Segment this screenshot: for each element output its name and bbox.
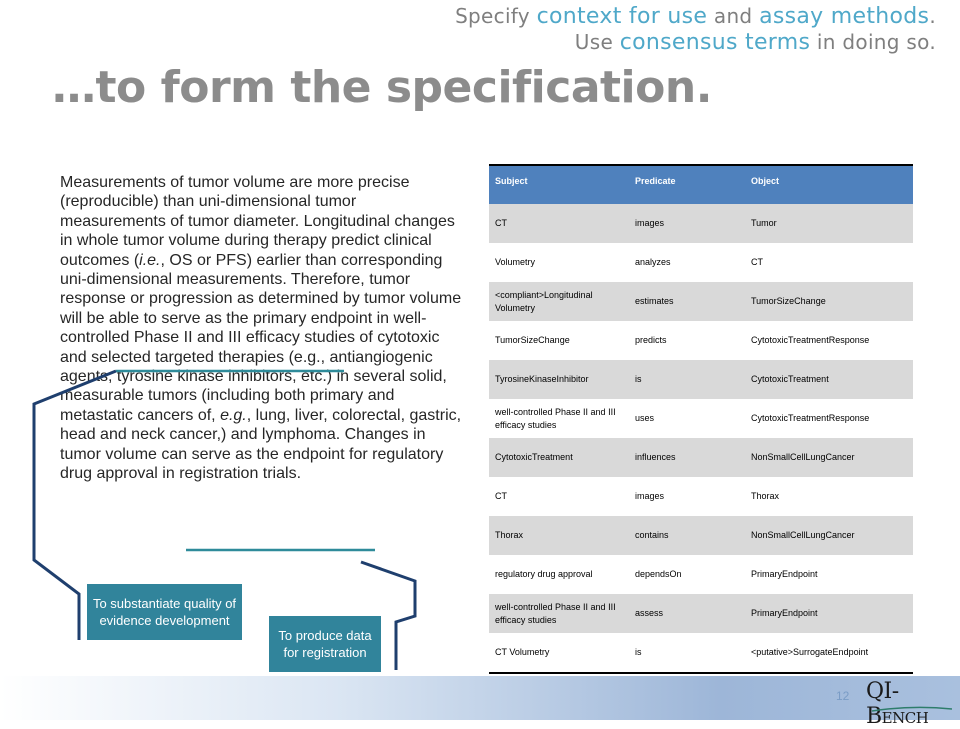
cell-subject: CT	[489, 204, 629, 243]
cell-object: CytotoxicTreatmentResponse	[745, 399, 913, 438]
table-row	[489, 594, 913, 633]
slide-title: …to form the specification.	[52, 62, 712, 113]
cell-subject: Volumetry	[489, 243, 629, 282]
cell-predicate: estimates	[629, 282, 745, 321]
cell-predicate: contains	[629, 516, 745, 555]
column-header-object: Object	[745, 165, 913, 204]
table-row	[489, 477, 913, 516]
cell-predicate: analyzes	[629, 243, 745, 282]
cell-predicate: influences	[629, 438, 745, 477]
header-note-highlight: consensus terms	[619, 30, 811, 55]
table-row	[489, 243, 913, 282]
cell-subject: well-controlled Phase II and III efficacy studies	[489, 594, 629, 633]
cell-subject: regulatory drug approval	[489, 555, 629, 594]
body-text-italic: i.e.	[139, 251, 161, 269]
cell-object: NonSmallCellLungCancer	[745, 438, 913, 477]
column-header-predicate: Predicate	[629, 165, 745, 204]
table-row	[489, 360, 913, 399]
footer-bar	[0, 676, 960, 720]
triples-table	[489, 164, 913, 674]
page-number: 12	[836, 689, 850, 703]
cell-object: NonSmallCellLungCancer	[745, 516, 913, 555]
body-text-segment: Measurements of tumor volume are more precise (reproducible) than uni-dimensional tumor measurements of tumor diameter. Longitudinal changes in whole tumor volume during therapy predict clinical outcomes (	[60, 174, 455, 269]
logo-text-small: ENCH	[881, 709, 929, 727]
cell-subject: well-controlled Phase II and III efficacy studies	[489, 399, 629, 438]
cell-predicate: images	[629, 477, 745, 516]
header-note-highlight: context for use	[536, 4, 708, 29]
cell-subject: CT Volumetry	[489, 633, 629, 673]
table-row	[489, 282, 913, 321]
cell-object: Tumor	[745, 204, 913, 243]
cell-subject: Thorax	[489, 516, 629, 555]
cell-predicate: predicts	[629, 321, 745, 360]
table-row	[489, 321, 913, 360]
cell-object: <putative>SurrogateEndpoint	[745, 633, 913, 673]
body-text-segment: in registration trials.	[157, 465, 302, 483]
header-note-text: and	[713, 4, 753, 28]
cell-predicate: images	[629, 204, 745, 243]
table-row	[489, 633, 913, 673]
table-row	[489, 204, 913, 243]
cell-subject: TyrosineKinaseInhibitor	[489, 360, 629, 399]
cell-subject: TumorSizeChange	[489, 321, 629, 360]
header-note-text: in doing so.	[816, 30, 936, 54]
table-row	[489, 555, 913, 594]
note-evidence-development: To substantiate quality of evidence development	[87, 584, 242, 640]
column-header-subject: Subject	[489, 165, 629, 204]
body-text-segment: , OS or PFS) earlier than corresponding uni-dimensional measurements. Therefore, tumor response or progression as determined by tumor volume will be able to	[60, 251, 462, 327]
body-text-segment: in well-controlled Phase II and III efficacy studies of cytotoxic and selected targeted therapies (e.g., antiangiogenic agents, tyrosine kinase inhibitors, etc.) in several solid, measurable tumors (including both primary and metastatic cancers of,	[60, 309, 447, 424]
cell-subject: <compliant>Longitudinal Volumetry	[489, 282, 629, 321]
header-note-text: .	[929, 4, 936, 28]
cell-object: CT	[745, 243, 913, 282]
cell-predicate: assess	[629, 594, 745, 633]
note-registration: To produce data for registration	[269, 616, 381, 672]
cell-subject: CytotoxicTreatment	[489, 438, 629, 477]
logo-text: QI-B	[866, 679, 899, 729]
primary-endpoint-phrase: serve as the primary endpoint	[161, 309, 373, 327]
body-text-italic: e.g.	[220, 406, 247, 424]
cell-object: PrimaryEndpoint	[745, 555, 913, 594]
cell-object: TumorSizeChange	[745, 282, 913, 321]
header-note-text: Use	[574, 30, 614, 54]
cell-object: PrimaryEndpoint	[745, 594, 913, 633]
header-note-highlight: assay methods	[759, 4, 930, 29]
cell-subject: CT	[489, 477, 629, 516]
table-row	[489, 516, 913, 555]
cell-object: CytotoxicTreatment	[745, 360, 913, 399]
header-note-text: Specify	[455, 4, 530, 28]
cell-predicate: dependsOn	[629, 555, 745, 594]
body-text-segment: , lung, liver, colorectal, gastric, head and neck cancer,) and lymphoma. Changes in tumor volume can serve as the endpoint for	[60, 406, 462, 463]
table-header-row	[489, 165, 913, 204]
regulatory-approval-phrase: regulatory drug approval	[60, 445, 444, 483]
logo-swoosh-icon	[872, 704, 952, 714]
table-row	[489, 399, 913, 438]
cell-predicate: is	[629, 360, 745, 399]
cell-object: Thorax	[745, 477, 913, 516]
cell-object: CytotoxicTreatmentResponse	[745, 321, 913, 360]
cell-predicate: is	[629, 633, 745, 673]
table-row	[489, 438, 913, 477]
cell-predicate: uses	[629, 399, 745, 438]
